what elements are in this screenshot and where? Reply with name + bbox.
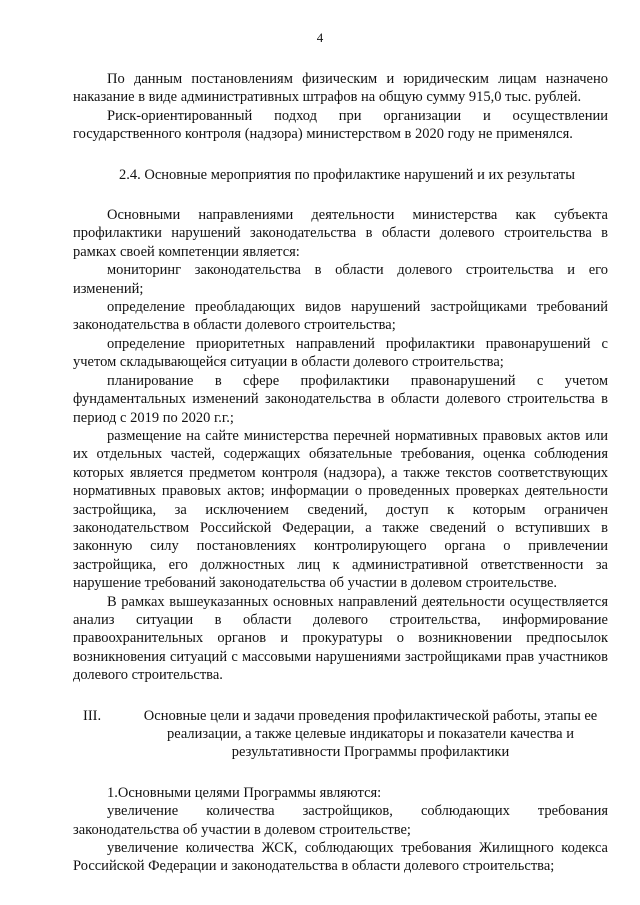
section-number: III.: [83, 707, 102, 724]
document-body: [73, 70, 608, 876]
paragraph: Основными направлениями деятельности министерства как субъекта профилактики нарушений законодательства в области долевого строительства в рамках своей компетенции является:: [73, 207, 608, 260]
paragraph: Риск-ориентированный подход при организации и осуществлении государственного контроля (надзора) министерством в 2020 году не применялся.: [73, 107, 608, 143]
list-item: увеличение количества ЖСК, соблюдающих требования Жилищного кодекса Российской Федерации и законодательства в области долевого строительства;: [73, 840, 608, 875]
paragraph: 1.Основными целями Программы являются:: [107, 784, 382, 801]
list-item: мониторинг законодательства в области долевого строительства и его изменений;: [73, 262, 608, 297]
list-item: размещение на сайте министерства перечней нормативных правовых актов или их отдельных частей, содержащих обязательные требования, оценка соблюдения которых является предметом контроля (надзора), а также текстов соответствующих нормативных правовых актов; информации о проведенных проверках деятельности застройщика, за исключением сведений, доступ к которым ограничен законодательством Российской Федерации, а также сведений о вступивших в законную силу постановлениях контролирующего органа о привлечении застройщика, его должностных лиц к административной ответственности за нарушение требований законодательства об участии в долевом строительстве.: [73, 427, 608, 592]
paragraph: По данным постановлениям физическим и юридическим лицам назначено наказание в виде административных штрафов на общую сумму 915,0 тыс. рублей.: [73, 71, 608, 106]
section-heading-2-4: 2.4. Основные мероприятия по профилактике нарушений и их результаты: [119, 166, 575, 183]
section-title: Основные цели и задачи проведения профилактической работы, этапы ее реализации, а также целевые индикаторы и показатели качества и результативности Программы профилактики: [143, 707, 598, 761]
list-item: определение преобладающих видов нарушений застройщиками требований законодательства в области долевого строительства;: [73, 299, 608, 334]
list-item: определение приоритетных направлений профилактики правонарушений с учетом складывающейся ситуации в области долевого строительства;: [73, 335, 608, 371]
page-number: 4: [316, 30, 324, 45]
section-heading-3: [73, 707, 608, 762]
list-item: увеличение количества застройщиков, соблюдающих требования законодательства об участии в долевом строительстве;: [73, 803, 608, 838]
list-item: планирование в сфере профилактики правонарушений с учетом фундаментальных изменений законодательства в области долевого строительства в период с 2019 по 2020 г.г.;: [73, 372, 608, 426]
paragraph: В рамках вышеуказанных основных направлений деятельности осуществляется анализ ситуации в области долевого строительства, информирование правоохранительных органов и прокуратуры о возникновении предпосылок возникновения ситуаций с массовыми нарушениями застройщиками прав участников долевого строительства.: [73, 593, 608, 684]
